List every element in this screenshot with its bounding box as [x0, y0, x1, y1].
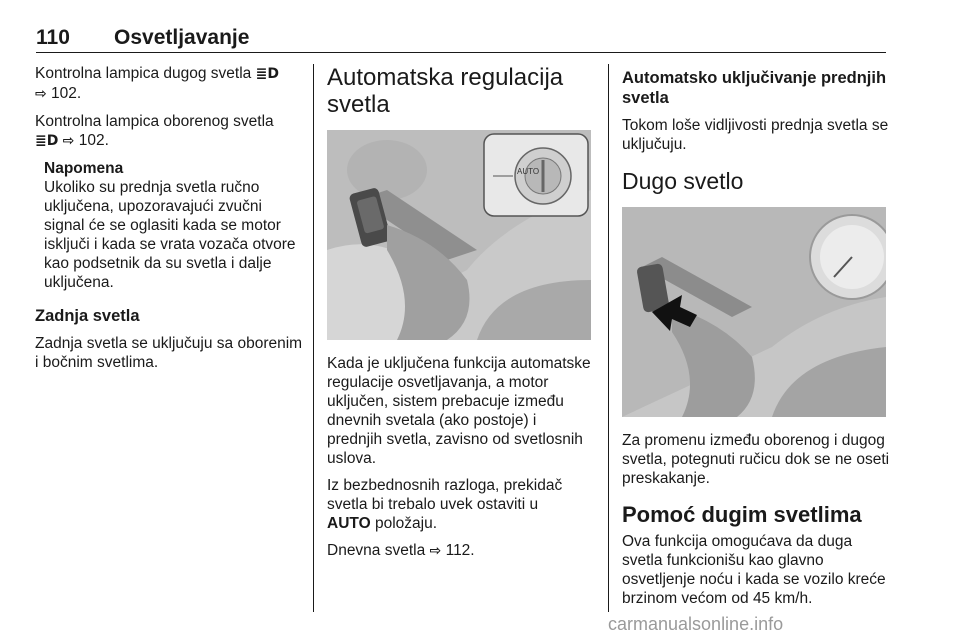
column-divider [313, 64, 314, 612]
heading-auto-headlights: Automatsko uključivanje prednjih svetla [622, 69, 887, 107]
high-beam-text: Za promenu između oborenog i dugog svetla, potegnuti ručicu dok se ne oseti preskakanje. [622, 432, 890, 487]
low-beam-icon: ≣D [35, 133, 59, 149]
high-beam-lever-illustration [622, 207, 886, 417]
high-beam-assist-text: Ova funkcija omogućava da duga svetla funkcionišu kao glavno osvetljenje noću i kada se vozilo kreće brzinom većom od 45 km/h. [622, 533, 886, 607]
auto-light-description: Kada je uključena funkcija automatske regulacije osvetljavanja, a motor uključen, sistem prebacuje između dnevnih svetala (ako postoje) i prednjih svetla, zavisno od svetlosnih uslova. [327, 355, 591, 467]
note-box [35, 159, 303, 292]
page-number: 110 [36, 26, 70, 49]
chapter-title: Osvetljavanje [114, 26, 250, 49]
paragraph-low-beam-lamp: Kontrolna lampica oborenog svetla ≣D ⇨ 102. [35, 113, 274, 149]
heading-high-beam-assist: Pomoć dugim svetlima [622, 502, 862, 527]
column-right [622, 64, 892, 616]
switch-position-label: AUTO [517, 167, 540, 176]
high-beam-icon: ≣D [255, 66, 279, 82]
note-text: Ukoliko su prednja svetla ručno uključena, upozoravajući zvučni signal će se oglasiti kada se motor isključi i kada se vrata vozača otvore kao podsetnik da su svetla i dalje uključena. [44, 179, 296, 291]
page-ref-arrow-icon: ⇨ [429, 543, 442, 559]
page-ref-arrow-icon: ⇨ [62, 133, 75, 149]
safety-paragraph: Iz bezbednosnih razloga, prekidač svetla bi trebalo uvek ostaviti u AUTO položaju. [327, 477, 563, 532]
auto-keyword: AUTO [327, 515, 371, 532]
page-ref-link[interactable]: 112. [445, 542, 475, 559]
page-ref-arrow-icon: ⇨ [35, 86, 47, 102]
auto-headlights-text: Tokom loše vidljivosti prednja svetla se uključuju. [622, 117, 889, 153]
watermark: carmanualsonline.info [608, 614, 784, 634]
paragraph-high-beam-lamp: Kontrolna lampica dugog svetla ≣D ⇨ 102. [35, 65, 279, 102]
page-ref-link[interactable]: 102. [78, 132, 109, 149]
heading-automatic-light-control: Automatska regulacija svetla [327, 64, 564, 118]
heading-rear-lights: Zadnja svetla [35, 307, 140, 325]
page-header [36, 24, 886, 53]
page-ref-link[interactable]: 102. [51, 85, 82, 102]
rear-lights-text: Zadnja svetla se uključuju sa oborenim i bočnim svetlima. [35, 335, 303, 371]
column-left [35, 64, 303, 380]
column-divider [608, 64, 609, 612]
heading-high-beam: Dugo svetlo [622, 168, 744, 194]
light-switch-illustration [327, 130, 591, 340]
column-middle [327, 64, 595, 569]
note-title: Napomena [44, 160, 124, 177]
daytime-lights-ref: Dnevna svetla ⇨ 112. [327, 542, 475, 559]
